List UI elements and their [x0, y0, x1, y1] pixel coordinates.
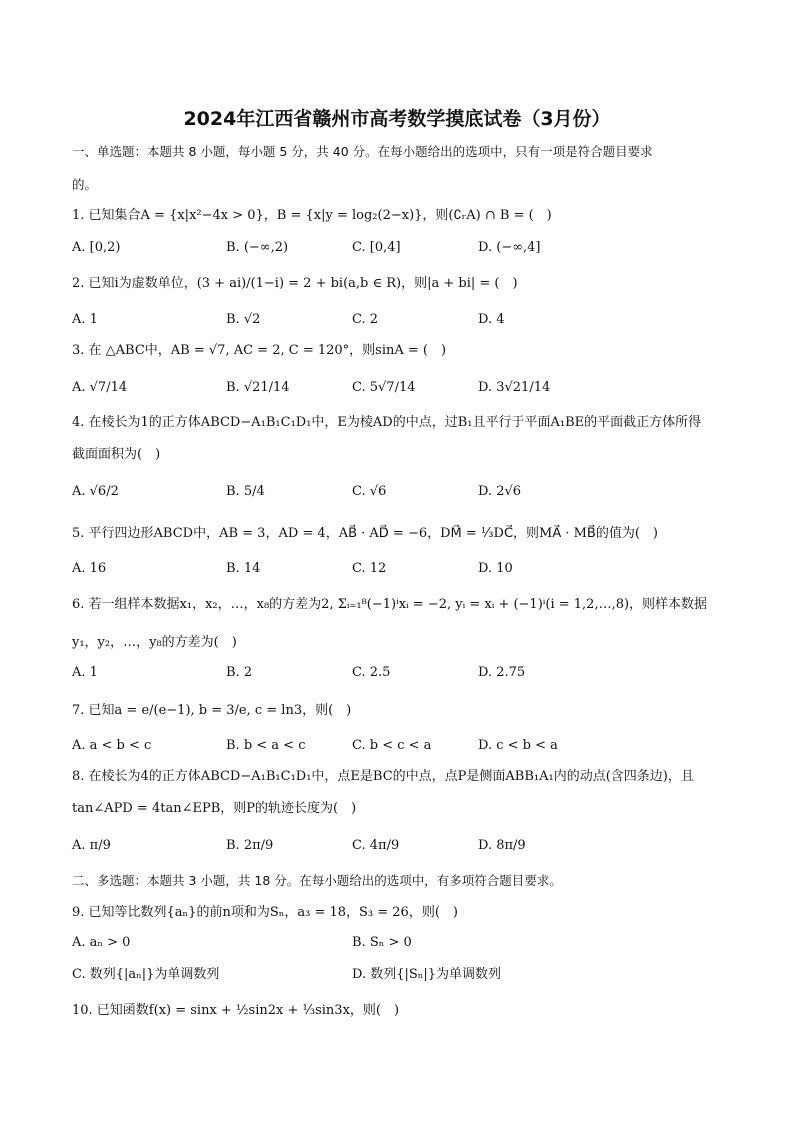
option-d: D. c < b < a: [478, 738, 558, 753]
question-7-options: [72, 736, 732, 756]
question-4-cont: 截面面积为( ): [72, 447, 161, 462]
option-b: B. 14: [226, 561, 261, 576]
question-4: 4. 在棱长为1的正方体ABCD−A₁B₁C₁D₁中，E为棱AD的中点，过B₁且平行于平面A₁BE的平面截正方体所得: [72, 415, 702, 430]
option-b: B. 2π/9: [226, 838, 274, 853]
option-b: B. b < a < c: [226, 738, 306, 753]
option-c: C. 数列{|aₙ|}为单调数列: [72, 967, 220, 982]
question-2-options: [72, 310, 732, 330]
option-d: D. (−∞,4]: [478, 240, 541, 255]
question-4-options: [72, 482, 732, 502]
option-a: A. √6/2: [72, 484, 119, 499]
question-9-options-row1: [72, 933, 732, 953]
option-b: B. (−∞,2): [226, 240, 289, 255]
question-5-options: [72, 559, 732, 579]
question-9-options-row2: [72, 965, 732, 985]
option-c: C. 2: [352, 312, 379, 327]
option-d: D. 4: [478, 312, 505, 327]
option-a: A. 16: [72, 561, 107, 576]
question-1: 1. 已知集合A = {x|x²−4x > 0}，B = {x|y = log₂(2−x)}，则(∁ᵣA) ∩ B = ( ): [72, 208, 552, 223]
option-d: D. 3√21/14: [478, 380, 551, 395]
question-6-options: [72, 663, 732, 683]
question-1-options: [72, 238, 732, 258]
section-2-instructions: 二、多选题：本题共 3 小题，共 18 分。在每小题给出的选项中，有多项符合题目要求。: [72, 873, 562, 888]
question-3: 3. 在 △ABC中，AB = √7, AC = 2, C = 120°，则sinA = ( ): [72, 343, 447, 358]
question-8-cont: tan∠APD = 4tan∠EPB，则P的轨迹长度为( ): [72, 801, 357, 816]
question-10: 10. 已知函数f(x) = sinx + ½sin2x + ⅓sin3x，则( ): [72, 1003, 400, 1018]
option-a: A. √7/14: [72, 380, 128, 395]
question-6-cont: y₁，y₂，…，y₈的方差为( ): [72, 635, 237, 650]
option-d: D. 10: [478, 561, 513, 576]
page-title: 2024年江西省赣州市高考数学摸底试卷（3月份）: [183, 108, 611, 130]
option-d: D. 8π/9: [478, 838, 526, 853]
option-d: D. 数列{|Sₙ|}为单调数列: [352, 967, 502, 982]
option-c: C. [0,4]: [352, 240, 401, 255]
option-d: D. 2√6: [478, 484, 522, 499]
option-a: A. aₙ > 0: [72, 935, 131, 950]
option-c: C. √6: [352, 484, 387, 499]
question-9: 9. 已知等比数列{aₙ}的前n项和为Sₙ，a₃ = 18，S₃ = 26，则( ): [72, 905, 458, 920]
question-6: 6. 若一组样本数据x₁，x₂，…，x₈的方差为2, Σᵢ₌₁⁸(−1)ⁱxᵢ = −2, yᵢ = xᵢ + (−1)ⁱ(i = 1,2,…,8)，则样本数据: [72, 597, 708, 612]
option-c: C. 2.5: [352, 665, 391, 680]
option-b: B. √21/14: [226, 380, 290, 395]
section-1-instructions-cont: 的。: [72, 177, 98, 192]
option-c: C. 4π/9: [352, 838, 400, 853]
option-b: B. √2: [226, 312, 261, 327]
option-b: B. Sₙ > 0: [352, 935, 412, 950]
option-c: C. b < c < a: [352, 738, 432, 753]
option-c: C. 12: [352, 561, 387, 576]
question-5: 5. 平行四边形ABCD中，AB = 3，AD = 4，AB⃗ · AD⃗ = −6，DM⃗ = ⅓DC⃗，则MA⃗ · MB⃗的值为( ): [72, 526, 658, 541]
question-8: 8. 在棱长为4的正方体ABCD−A₁B₁C₁D₁中，点E是BC的中点，点P是侧面ABB₁A₁内的动点(含四条边)，且: [72, 769, 694, 784]
question-7: 7. 已知a = e/(e−1), b = 3/e, c = ln3，则( ): [72, 703, 352, 718]
option-d: D. 2.75: [478, 665, 526, 680]
section-1-instructions: 一、单选题：本题共 8 小题，每小题 5 分，共 40 分。在每小题给出的选项中，只有一项是符合题目要求: [72, 144, 653, 159]
option-a: A. 1: [72, 665, 98, 680]
option-b: B. 2: [226, 665, 253, 680]
option-a: A. a < b < c: [72, 738, 152, 753]
option-a: A. π/9: [72, 838, 111, 853]
question-3-options: [72, 378, 732, 398]
option-a: A. 1: [72, 312, 98, 327]
question-8-options: [72, 836, 732, 856]
question-2: 2. 已知i为虚数单位，(3 + ai)/(1−i) = 2 + bi(a,b ∈ R)，则|a + bi| = ( ): [72, 276, 518, 291]
option-c: C. 5√7/14: [352, 380, 416, 395]
option-b: B. 5/4: [226, 484, 265, 499]
option-a: A. [0,2): [72, 240, 121, 255]
